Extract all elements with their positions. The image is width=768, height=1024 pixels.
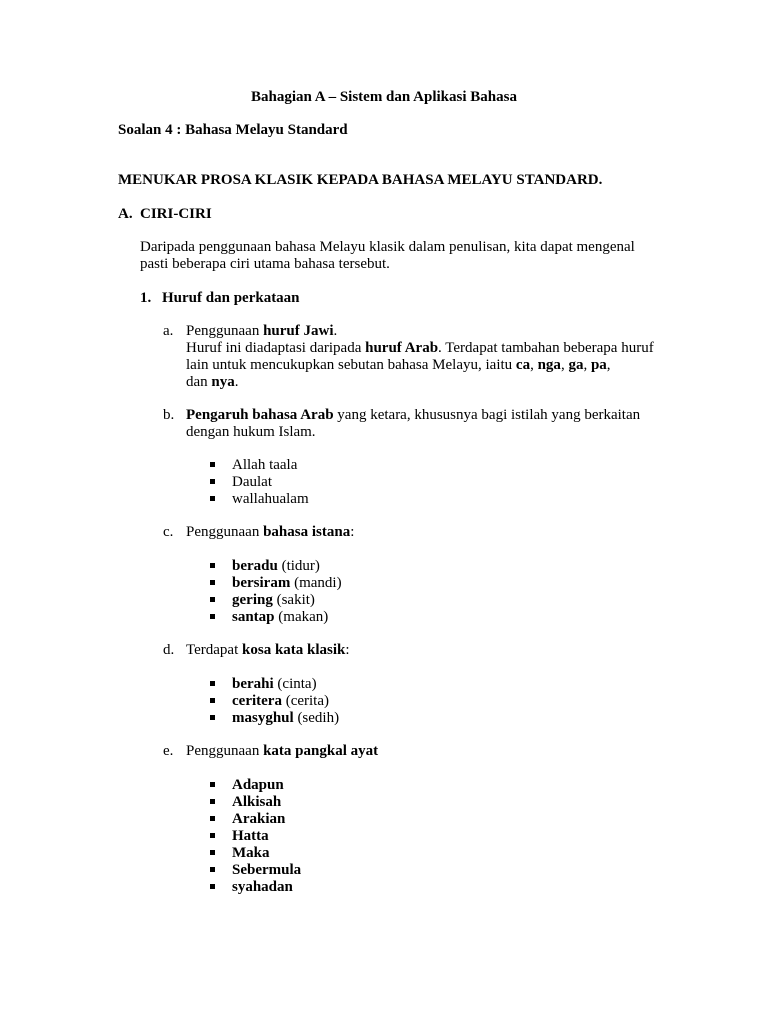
- list-item: bersiram (mandi): [232, 575, 342, 591]
- list-item: Alkisah: [232, 794, 282, 810]
- bullet-icon: [210, 681, 215, 686]
- item-marker: e.: [163, 743, 174, 759]
- bullet-icon: [210, 496, 215, 501]
- bullet-icon: [210, 867, 215, 872]
- list-item: syahadan: [232, 879, 293, 895]
- list-item: ceritera (cerita): [232, 693, 329, 709]
- list-item: gering (sakit): [232, 592, 315, 608]
- list-item: Adapun: [232, 777, 284, 793]
- bullet-icon: [210, 479, 215, 484]
- bullet-icon: [210, 715, 215, 720]
- list-item: beradu (tidur): [232, 558, 320, 574]
- question-heading: Soalan 4 : Bahasa Melayu Standard: [118, 122, 348, 138]
- subsection-number: 1.: [140, 290, 152, 306]
- item-line: dengan hukum Islam.: [186, 424, 316, 440]
- item-marker: d.: [163, 642, 175, 658]
- item-line: Penggunaan kata pangkal ayat: [186, 743, 379, 759]
- item-line: lain untuk mencukupkan sebutan bahasa Melayu, iaitu ca, nga, ga, pa,: [186, 357, 611, 373]
- bullet-icon: [210, 462, 215, 467]
- bullet-icon: [210, 563, 215, 568]
- section-title: CIRI-CIRI: [140, 206, 212, 222]
- bullet-icon: [210, 782, 215, 787]
- item-line: Pengaruh bahasa Arab yang ketara, khususnya bagi istilah yang berkaitan: [186, 407, 641, 423]
- section-marker: A.: [118, 206, 133, 222]
- part-title: Bahagian A – Sistem dan Aplikasi Bahasa: [251, 89, 517, 105]
- intro-paragraph-line: pasti beberapa ciri utama bahasa tersebut.: [140, 256, 390, 272]
- list-item: santap (makan): [232, 609, 329, 625]
- list-item: Arakian: [232, 811, 286, 827]
- item-line: Huruf ini diadaptasi daripada huruf Arab. Terdapat tambahan beberapa huruf: [186, 340, 654, 356]
- intro-paragraph-line: Daripada penggunaan bahasa Melayu klasik dalam penulisan, kita dapat mengenal: [140, 239, 635, 255]
- list-item: Daulat: [232, 474, 272, 490]
- bullet-icon: [210, 884, 215, 889]
- item-line: dan nya.: [186, 374, 239, 390]
- item-line: Penggunaan huruf Jawi.: [186, 323, 338, 339]
- list-item: berahi (cinta): [232, 676, 317, 692]
- list-item: Maka: [232, 845, 270, 861]
- item-marker: c.: [163, 524, 174, 540]
- item-marker: a.: [163, 323, 174, 339]
- bullet-icon: [210, 580, 215, 585]
- bullet-icon: [210, 614, 215, 619]
- bullet-icon: [210, 799, 215, 804]
- list-item: masyghul (sedih): [232, 710, 340, 726]
- bullet-icon: [210, 698, 215, 703]
- item-line: Penggunaan bahasa istana:: [186, 524, 355, 540]
- item-line: Terdapat kosa kata klasik:: [186, 642, 350, 658]
- list-item: Sebermula: [232, 862, 302, 878]
- list-item: Allah taala: [232, 457, 298, 473]
- bullet-icon: [210, 816, 215, 821]
- list-item: Hatta: [232, 828, 269, 844]
- bullet-icon: [210, 833, 215, 838]
- subsection-title: Huruf dan perkataan: [162, 290, 300, 306]
- topic-heading: MENUKAR PROSA KLASIK KEPADA BAHASA MELAYU STANDARD.: [118, 172, 603, 188]
- item-marker: b.: [163, 407, 175, 423]
- list-item: wallahualam: [232, 491, 309, 507]
- bullet-icon: [210, 850, 215, 855]
- bullet-icon: [210, 597, 215, 602]
